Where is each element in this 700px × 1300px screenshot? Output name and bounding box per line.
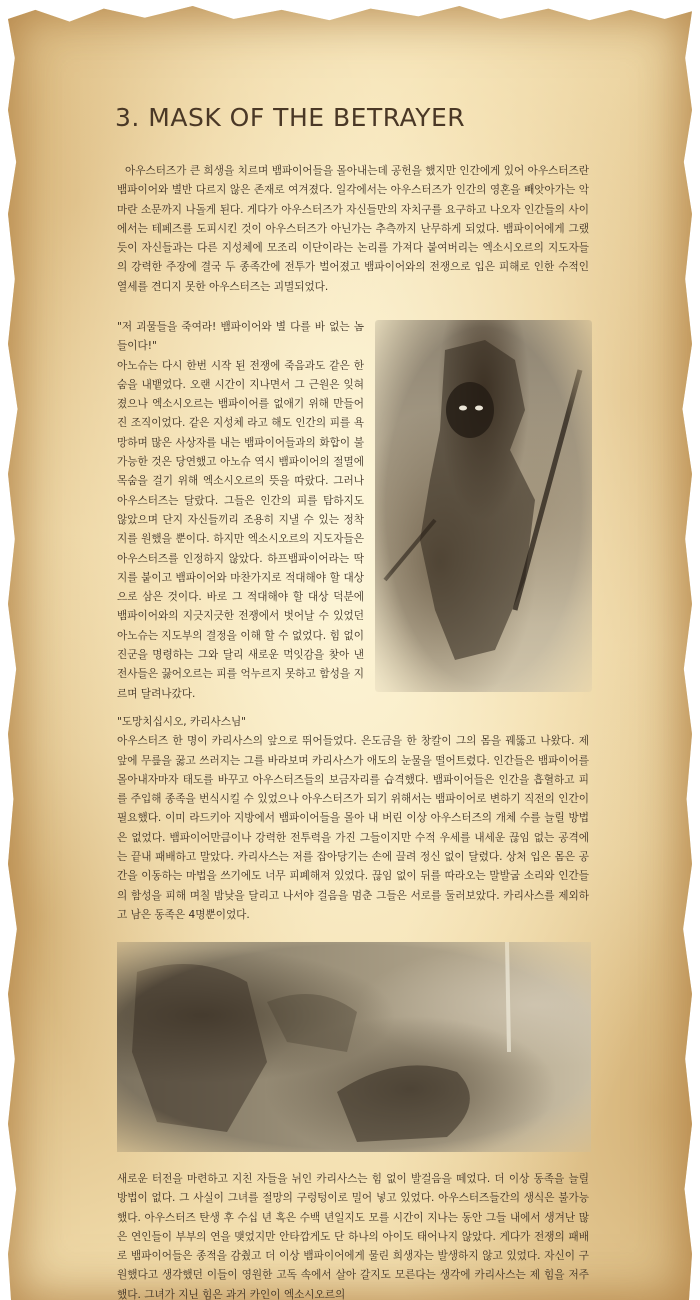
paragraph-3-body: 아우스터즈 한 명이 카리사스의 앞으로 뛰어들었다. 은도금을 한 창칼이 그의 몸을 꿰뚫고 나왔다. 제 앞에 무릎을 꿇고 쓰러지는 그를 바라보며 카리사스가 애도의 눈물을 떨어트렸다. 인간들은 뱀파이어를 몰아내자마자 태도를 바꾸고 아우스터즈들의 보금자리를 습격했다. 뱀파이어들은 인간을 흡혈하고 피를 주입해 종족을 번식시킬 수 있었으나 아우스터즈가 되기 위해서는 뱀파이어로 변하기 직전의 인간이 필요했다. 이미 라드키아 지방에서 뱀파이어들을 몰아 내 버린 이상 아우스터즈의 개체 수를 늘릴 방법은 없었다. 뱀파이어만큼이나 강력한 전투력을 가진 그들이지만 수적 우세를 내세운 끊임 없는 공격에는 끝내 패배하고 말았다. 카리사스는 저를 잡아당기는 손에 끌려 정신 없이 달렸다. 상처 입은 몸은 공간을 이동하는 마법을 쓰기에도 너무 피폐해져 있었다. 끊임 없이 뒤를 따라오는 말발굽 소리와 인간들의 함성을 피해 며칠 밤낮을 달리고 나서야 걸음을 멈춘 그들은 서로를 둘러보았다. 카리사스를 제외하고 남은 동족은 4명뿐이었다. — [117, 735, 589, 921]
paragraph-2-body: 아노슈는 다시 한번 시작 된 전쟁에 죽음과도 같은 한숨을 내뱉었다. 오랜 시간이 지나면서 그 근원은 잊혀졌으나 엑소시오르는 뱀파이어를 없애기 위해 만들어진 조직이었다. 같은 지성체 라고 해도 인간의 피를 욕망하며 많은 사상자를 내는 뱀파이어들과의 화합이 불가능한 것은 당연했고 아노슈 역시 뱀파이어의 절멸에 목숨을 걸기 위해 엑소시오르의 뜻을 따랐다. 그러나 아우스터즈는 달랐다. 그들은 인간의 피를 탐하지도 않았으며 단지 자신들끼리 조용히 지낼 수 있는 정착지를 원했을 뿐이다. 하지만 엑소시오르의 지도자들은 아우스터즈를 인정하지 않았다. 하프뱀파이어라는 딱지를 붙이고 뱀파이어와 마찬가지로 적대해야 할 대상으로 삼은 것이다. 바로 그 적대해야 할 대상 덕분에 뱀파이어와의 지긋지긋한 전쟁에서 벗어날 수 있었던 아노슈는 지도부의 결정을 이해 할 수 없었다. 힘 없이 진군을 명령하는 그와 달리 새로운 먹잇감을 찾아 낸 전사들은 끓어오르는 피를 억누르지 못하고 함성을 지르며 달려나갔다. — [117, 359, 364, 700]
paragraph-4: 새로운 터전을 마련하고 지친 자들을 뉘인 카리사스는 힘 없이 발걸음을 떼었다. 더 이상 동족을 늘릴 방법이 없다. 그 사실이 그녀를 절망의 구렁텅이로 밀어 넣고 있었다. 아우스터즈들간의 생식은 불가능했다. 아우스터즈 탄생 후 수십 년 혹은 수백 년일지도 모를 시간이 지나는 동안 그들 내에서 생겨난 많은 연인들이 부부의 연을 맺었지만 안타깝게도 단 하나의 아이도 태어나지 않았다. 게다가 전쟁의 패배로 뱀파이어들은 종적을 감췄고 더 이상 뱀파이어에게 물린 희생자는 발생하지 않고 있었다. 자신이 구원했다고 생각했던 이들이 영원한 고독 속에서 살아 갈지도 모른다는 생각에 카리사스는 제 힘을 저주했다. 그녀가 지닌 힘은 과거 카인이 엑소시오르의 — [117, 1173, 589, 1300]
battlefield-sketch — [117, 942, 591, 1152]
warrior-illustration — [375, 320, 592, 692]
paragraph-2 — [117, 318, 364, 704]
paragraph-3 — [117, 713, 589, 925]
paragraph-1: 아우스터즈가 큰 희생을 치르며 뱀파이어들을 몰아내는데 공헌을 했지만 인간에게 있어 아우스터즈란 뱀파이어와 별반 다르지 않은 존재로 여겨졌다. 일각에서는 아우스터즈가 인간의 영혼을 빼앗아가는 악마란 소문까지 나돌게 된다. 게다가 아우스터즈가 자신들만의 자치구를 요구하고 나오자 인간들의 사이에서는 테페즈를 도피시킨 것이 아우스터즈가 아닌가는 추측까지 난무하게 되었다. 뱀파이어에게 그랬듯이 자신들과는 다른 지성체에 모조리 이단이라는 논리를 가져다 붙여버리는 엑소시오르의 지도자들의 강력한 주장에 결국 두 종족간에 전투가 벌어졌고 뱀파이어와의 전쟁으로 입은 피해로 인한 수적인 열세를 견디지 못한 아우스터즈는 괴멸되었다. — [117, 165, 589, 293]
quote-2: "도망치십시오, 카리사스님" — [117, 716, 247, 728]
warrior-sketch — [375, 320, 592, 692]
quote-1: "저 괴물들을 죽여라! 뱀파이어와 별 다를 바 없는 놈들이다!" — [117, 321, 364, 353]
battlefield-illustration — [117, 942, 591, 1152]
chapter-title: 3. MASK OF THE BETRAYER — [115, 103, 466, 132]
